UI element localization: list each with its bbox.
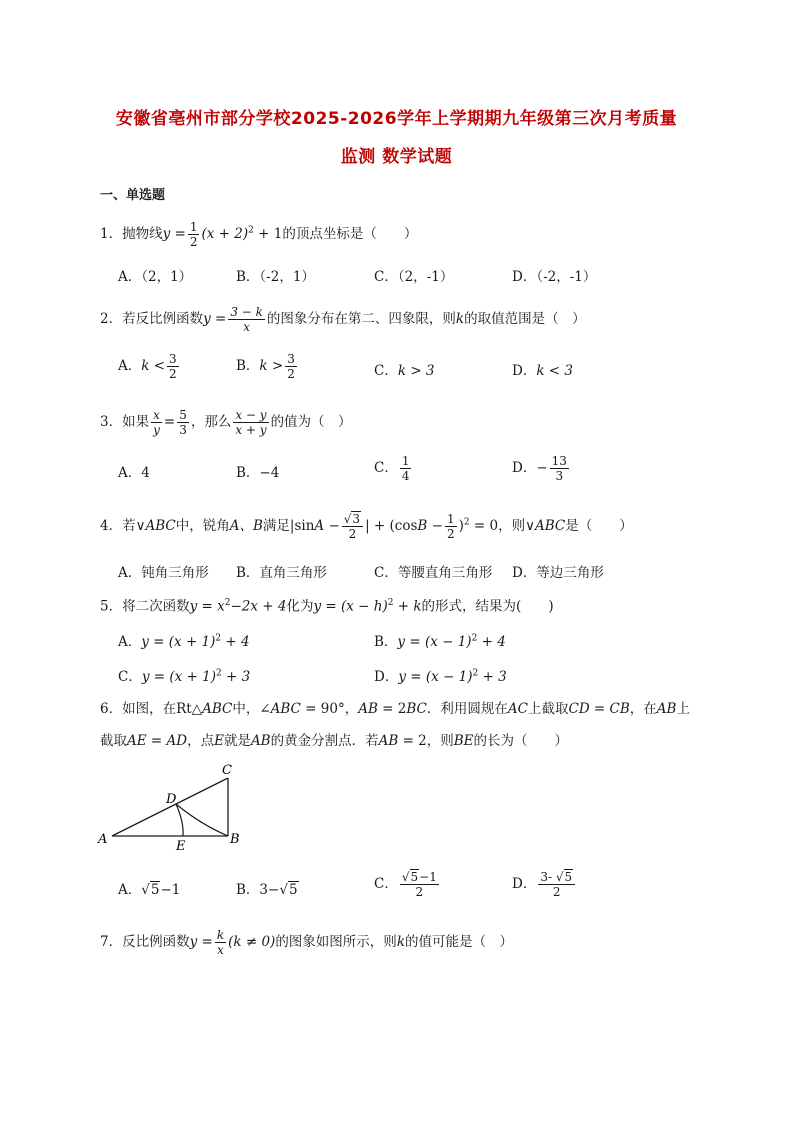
q6-ab2: AB (656, 701, 677, 717)
q4-eq0: = 0 (469, 518, 499, 534)
q5-d-exp: 2 (472, 668, 479, 679)
q4-close: ) (458, 518, 464, 534)
q4-abc: ABC (145, 518, 176, 534)
q5-c-tail: + 3 (221, 669, 251, 685)
q3-f1-num: x (153, 408, 160, 422)
q4-root-val: 3 (352, 512, 361, 526)
q2-b-num: 3 (287, 352, 295, 366)
q5-pre: 将二次函数 (122, 598, 190, 615)
q2-lhs: y = (203, 311, 227, 327)
q3-frac3 (233, 408, 268, 437)
question-6-line2 (100, 731, 700, 751)
q6-d-num: 3- √5 (538, 870, 575, 885)
q5-g-tail: + k (393, 598, 422, 615)
q6-be: BE (453, 733, 474, 749)
q3-number: 3． (100, 414, 123, 430)
q6-l2f: 的长为（ ） (473, 733, 569, 749)
q6-l1d: = 2 (377, 701, 407, 717)
q2-b-label: B． (236, 358, 260, 374)
q6-bc: BC (406, 701, 427, 717)
q3-f2-num: 5 (179, 408, 187, 422)
q1-option-d[interactable]: D．（-2，-1） (512, 269, 597, 285)
q3-option-b[interactable]: B．−4 (236, 465, 280, 481)
q4-ab: A、B (229, 518, 263, 534)
q6-c-num: √5−1 (401, 870, 437, 884)
q1-option-b[interactable]: B．（-2，1） (236, 269, 315, 285)
q6-b-label: B．3− (236, 882, 280, 898)
q6-ab: AB (358, 701, 378, 717)
q3-d-frac (550, 454, 569, 483)
q4-option-b[interactable]: B．直角三角形 (236, 565, 327, 581)
q2-post2: 的取值范围是（ ） (464, 311, 586, 327)
q6-l1h: 上 (676, 701, 690, 717)
q6-c-label: C． (374, 876, 398, 892)
q5-option-d[interactable] (374, 665, 507, 685)
q4-half-num: 1 (446, 512, 455, 526)
q7-number: 7． (100, 934, 123, 950)
q3-c-label: C． (374, 460, 398, 476)
q6-l2b: ，点 (187, 733, 215, 749)
q1-expr: (x + 2) (201, 226, 249, 242)
q2-option-c[interactable] (374, 359, 435, 379)
q4-abs-close: | + (365, 518, 390, 534)
q6-a-label: A． (118, 882, 142, 898)
q4-cos: (cos (389, 518, 418, 534)
q6-e: E (214, 733, 224, 749)
q3-option-a[interactable]: A．4 (118, 465, 150, 481)
q3-option-d[interactable] (512, 454, 571, 483)
q5-b-tail: + 4 (477, 634, 506, 650)
q4-post2: 是（ ） (565, 518, 633, 534)
q6-label-a: A (98, 832, 108, 847)
q4-b: B (417, 518, 428, 534)
q6-a-root: 5 (150, 882, 160, 898)
q3-post: 的值为（ ） (270, 414, 352, 430)
q1-frac-num: 1 (189, 220, 198, 234)
q6-option-a[interactable]: A．√5−1 (118, 882, 181, 898)
q5-f-tail: −2x + 4 (230, 598, 287, 615)
q1-lhs: y = (162, 226, 186, 242)
q4-half-den: 2 (446, 527, 455, 541)
q5-a-exp: 2 (215, 633, 222, 644)
q5-post: 的形式，结果为( ) (421, 598, 554, 615)
q6-c-den: 2 (415, 885, 424, 899)
q3-f3-num: x − y (235, 408, 267, 422)
q6-label-e: E (176, 839, 186, 852)
q3-d-den: 3 (555, 469, 564, 483)
q5-a-label: A． (118, 634, 142, 650)
q3-c-num: 1 (401, 454, 410, 468)
q5-f-exp: 2 (224, 598, 231, 608)
q1-number: 1． (100, 226, 123, 242)
q3-d-num: 13 (551, 454, 567, 468)
q6-label-c: C (222, 763, 232, 778)
question-4 (100, 512, 700, 541)
q3-option-c[interactable] (374, 454, 413, 483)
q7-den: x (217, 943, 224, 957)
q2-frac-den: x (243, 320, 251, 334)
q3-c-frac (400, 454, 412, 483)
question-2 (100, 305, 700, 334)
q3-c-den: 4 (401, 469, 410, 483)
q4-square: 2 (463, 517, 470, 528)
q6-l1c: = 90°， (300, 701, 359, 717)
q7-mid: 的图象如图所示，则 (275, 934, 397, 950)
q2-text: 若反比例函数 (122, 311, 204, 327)
q6-l2e: = 2，则 (398, 733, 454, 749)
q2-option-d[interactable] (512, 359, 573, 379)
q4-number: 4． (100, 518, 123, 534)
q6-d-root: 5 (564, 870, 573, 884)
q2-post1: 的图象分布在第二、四象限，则 (266, 311, 456, 327)
q5-option-a[interactable] (118, 630, 250, 650)
q5-f: y = x (189, 598, 225, 615)
q1-text: 抛物线 (122, 226, 163, 242)
question-3 (100, 408, 700, 437)
q5-a-val: y = (x + 1) (141, 634, 216, 650)
q5-b-val: y = (x − 1) (397, 634, 472, 650)
q3-frac2 (177, 408, 189, 437)
q6-l2a: 截取 (100, 733, 127, 749)
q1-exp: 2 (248, 225, 254, 236)
q3-text: 如果 (122, 414, 150, 430)
q4-mid2: 满足 (262, 518, 290, 534)
q5-c-val: y = (x + 1) (141, 669, 216, 685)
q1-option-c[interactable]: C．（2，-1） (374, 269, 454, 285)
q7-num: k (216, 928, 225, 942)
q2-a-rel: k < (141, 358, 166, 374)
q2-c-value: k > 3 (397, 363, 435, 379)
q3-mid: ，那么 (190, 414, 232, 430)
q6-label-b: B (230, 832, 240, 847)
q3-f2-den: 3 (179, 423, 187, 437)
q7-k: k (396, 934, 405, 950)
question-6-line1 (100, 699, 700, 719)
q6-l1b: 中，∠ (232, 701, 271, 717)
exam-title-line2: 监测 数学试题 (340, 147, 453, 167)
q5-number: 5． (100, 598, 123, 615)
q2-fraction (228, 305, 265, 334)
q4-abs-open: |sin (289, 518, 315, 534)
q4-root-num: √3 (342, 512, 363, 527)
q2-b-den: 2 (287, 367, 295, 381)
q5-mid: 化为 (286, 598, 314, 615)
q4-post: ，则∨ (498, 518, 535, 534)
q5-c-label: C． (118, 669, 142, 685)
q5-option-b[interactable] (374, 630, 506, 650)
q4-root-den: 2 (348, 527, 357, 541)
q4-option-c[interactable]: C．等腰直角三角形 (374, 565, 493, 581)
q4-mid1: 中，锐角 (175, 518, 230, 534)
q6-label-d: D (166, 792, 177, 807)
q6-aead: AE = AD (127, 733, 188, 749)
q4-option-d[interactable]: D．等边三角形 (512, 565, 604, 581)
q5-option-c[interactable] (118, 665, 250, 685)
question-5 (100, 593, 700, 617)
q6-l2c: 就是 (223, 733, 251, 749)
q3-f1-den: y (153, 423, 160, 437)
q4-a: A (314, 518, 325, 534)
q4-pre: 若∨ (122, 518, 146, 534)
q6-arc-cb (176, 804, 228, 836)
q2-a-frac (167, 352, 179, 381)
q4-minus: − (324, 518, 340, 534)
q2-option-a[interactable] (118, 352, 181, 381)
q6-d-label: D． (512, 876, 537, 892)
q2-b-frac (285, 352, 297, 381)
q5-d-val: y = (x − 1) (398, 669, 473, 685)
q6-a-tail: −1 (160, 882, 181, 898)
q3-frac1 (151, 408, 162, 437)
q1-option-a[interactable]: A．（2，1） (118, 269, 193, 285)
q1-tail: + 1 (253, 226, 283, 242)
q2-frac-num: 3 − k (230, 305, 263, 319)
q3-d-label: D．− (512, 460, 548, 476)
q2-d-value: k < 3 (536, 363, 573, 379)
q5-g-exp: 2 (387, 598, 394, 608)
q3-f3-den: x + y (235, 423, 267, 437)
q2-option-b[interactable] (236, 352, 299, 381)
q1-post: 的顶点坐标是（ ） (282, 226, 418, 242)
q6-option-c[interactable] (374, 870, 441, 899)
q5-d-tail: + 3 (478, 669, 507, 685)
q4-minus2: − (427, 518, 443, 534)
q4-abc2: ABC (534, 518, 566, 534)
q6-c-frac (400, 870, 439, 899)
q2-b-rel: k > (259, 358, 284, 374)
q2-c-label: C． (374, 363, 398, 379)
q1-frac-den: 2 (189, 235, 198, 249)
q7-post: 的值可能是（ ） (405, 934, 513, 950)
q6-b-root: 5 (288, 882, 298, 898)
q2-number: 2． (100, 311, 123, 327)
q6-l1a: 如图，在Rt△ (122, 701, 203, 717)
q5-b-label: B． (374, 634, 398, 650)
q6-c-tail: −1 (419, 870, 437, 884)
q1-fraction (188, 220, 200, 249)
q6-d-den: 2 (552, 885, 561, 899)
q6-c-root: 5 (410, 870, 419, 884)
q5-g: y = (x − h) (313, 598, 388, 615)
q6-ac: AC (507, 701, 528, 717)
q2-d-label: D． (512, 363, 537, 379)
q4-root-frac (342, 512, 363, 541)
q6-abc: ABC (202, 701, 233, 717)
q5-d-label: D． (374, 669, 399, 685)
q2-k: k (455, 311, 465, 327)
q6-l2d: 的黄金分割点．若 (270, 733, 379, 749)
q5-b-exp: 2 (471, 633, 478, 644)
q6-triangle-figure (90, 760, 250, 852)
q5-c-exp: 2 (216, 668, 222, 679)
q6-l1g: ，在 (629, 701, 657, 717)
exam-title-line1: 安徽省亳州市部分学校2025-2026学年上学期期九年级第三次月考质量 (115, 109, 678, 129)
q6-option-d[interactable] (512, 870, 577, 899)
q7-lhs: y = (189, 934, 213, 950)
q6-l1e: ．利用圆规在 (426, 701, 508, 717)
q6-d-pre: 3- (540, 870, 553, 884)
q2-a-label: A． (118, 358, 142, 374)
q6-number: 6． (100, 701, 123, 717)
q6-abc2: ABC (270, 701, 301, 717)
question-7 (100, 928, 700, 957)
q6-d-frac (538, 870, 575, 899)
q4-half-frac (445, 512, 457, 541)
q6-l1f: 上截取 (527, 701, 569, 717)
section-heading: 一、单选题 (100, 188, 166, 203)
question-1 (100, 220, 700, 249)
q7-cond: (k ≠ 0) (228, 934, 276, 950)
q4-option-a[interactable]: A．钝角三角形 (118, 565, 209, 581)
q7-frac (215, 928, 226, 957)
q3-eq: = (163, 414, 176, 430)
q2-a-den: 2 (169, 367, 177, 381)
q6-cdcb: CD = CB (568, 701, 630, 717)
q7-pre: 反比例函数 (122, 934, 190, 950)
q6-ab4: AB (378, 733, 399, 749)
q6-option-b[interactable]: B．3−√5 (236, 882, 298, 898)
q2-a-num: 3 (169, 352, 177, 366)
q5-a-tail: + 4 (221, 634, 250, 650)
q6-ab3: AB (250, 733, 271, 749)
